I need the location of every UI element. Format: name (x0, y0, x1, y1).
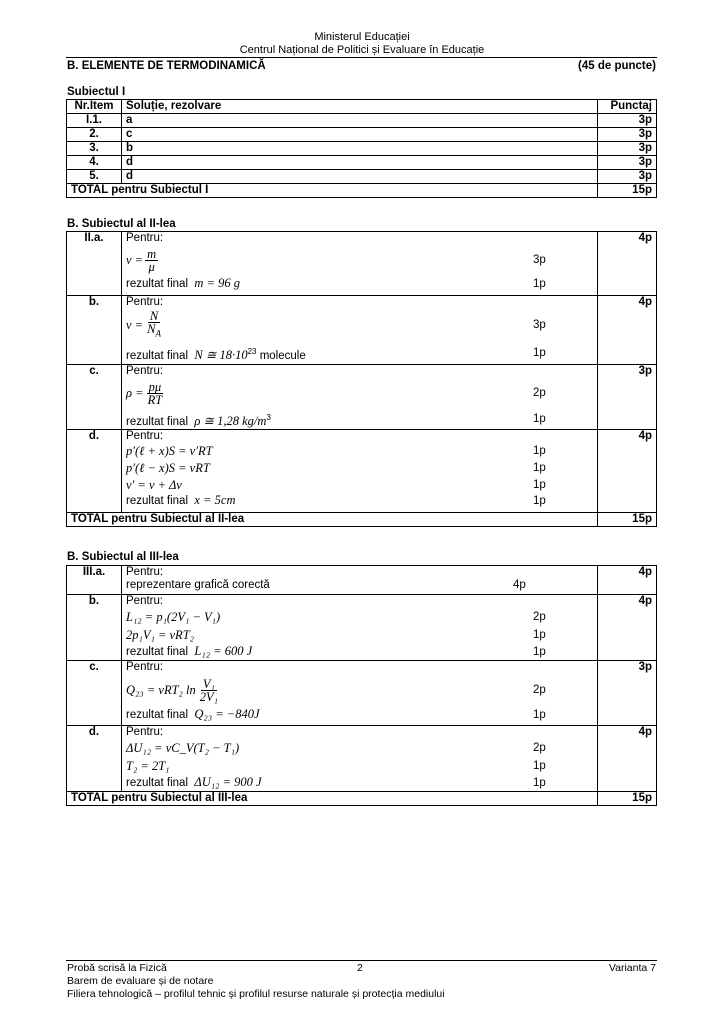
result-label: rezultat final (126, 495, 189, 508)
s2-d-item: d. (67, 429, 122, 512)
s1-item: 4. (67, 156, 122, 170)
fraction-denominator: RT (147, 392, 163, 407)
s3-c-points: 3p (598, 661, 657, 726)
s1-answer: d (122, 170, 598, 184)
partial-points: 1p (533, 478, 546, 491)
section-points: (45 de puncte) (578, 60, 656, 72)
partial-points: 1p (533, 461, 546, 474)
s1-points: 3p (598, 128, 657, 142)
s3-total-points: 15p (598, 792, 657, 806)
s2-c-result-line (126, 411, 593, 429)
s1-table (66, 99, 657, 198)
partial-points: 1p (533, 444, 546, 457)
s2-b-item: b. (67, 296, 122, 365)
s1-item: I.1. (67, 114, 122, 128)
s2-b-points: 4p (598, 296, 657, 365)
footer-exam: Probă scrisă la Fizică (67, 962, 167, 974)
s1-header-item: Nr.Item (67, 100, 122, 114)
s3-a-content (122, 566, 598, 595)
s2-table (66, 231, 657, 527)
s1-header-row (67, 100, 657, 114)
s2-a-eq-line (126, 245, 593, 275)
s3-d-result-line (126, 775, 593, 791)
s2-row-c (67, 365, 657, 430)
s3-total-row (67, 792, 657, 806)
result-unit: molecule (256, 349, 306, 362)
s2-c-item: c. (67, 365, 122, 430)
partial-points: 1p (533, 645, 546, 658)
footer-variant: Varianta 7 (608, 962, 656, 974)
result-label: rezultat final (126, 646, 189, 658)
partial-points: 3p (533, 318, 546, 331)
s3-d-line (126, 757, 593, 775)
s2-title: B. Subiectul al II-lea (67, 218, 176, 230)
fraction (198, 678, 220, 703)
fraction (146, 381, 165, 406)
header-ministry: Ministerul Educației (314, 31, 410, 43)
s3-a-line (126, 579, 593, 592)
result-label: rezultat final (126, 278, 189, 290)
s1-answer: b (122, 142, 598, 156)
s2-b-result-line (126, 345, 593, 363)
criterion: reprezentare grafică corectă (126, 579, 270, 591)
den-sub: A (155, 328, 161, 339)
fraction-denominator (145, 323, 163, 340)
partial-points: 1p (533, 708, 546, 721)
table-row (67, 128, 657, 142)
s2-total-label: TOTAL pentru Subiectul al II-lea (67, 512, 598, 526)
s3-d-item: d. (67, 726, 122, 792)
s2-row-a (67, 232, 657, 296)
s2-a-content (122, 232, 598, 296)
partial-points: 2p (533, 683, 546, 696)
s1-answer: c (122, 128, 598, 142)
s2-a-points: 4p (598, 232, 657, 296)
result-label: rezultat final (126, 709, 189, 721)
partial-points: 1p (533, 776, 546, 789)
s2-d-line (126, 477, 593, 494)
s3-c-content (122, 661, 598, 726)
header-rule (66, 57, 657, 58)
table-row (67, 156, 657, 170)
s2-a-result-line (126, 277, 593, 291)
s3-b-item: b. (67, 595, 122, 661)
s2-d-result-line (126, 494, 593, 509)
partial-points: 4p (513, 579, 526, 591)
equation: p′(ℓ + x)S = ν′RT (126, 443, 213, 458)
s3-b-line (126, 626, 593, 644)
s1-points: 3p (598, 114, 657, 128)
s3-b-content (122, 595, 598, 661)
s2-c-points: 3p (598, 365, 657, 430)
s3-c-eq-line (126, 674, 593, 706)
fraction-numerator: pμ (148, 379, 162, 394)
pentru-label: Pentru: (126, 595, 164, 607)
s1-title: Subiectul I (67, 86, 126, 98)
eq-lhs: ν = (126, 317, 144, 332)
s1-item: 5. (67, 170, 122, 184)
s3-c-result-line (126, 708, 593, 722)
eq-lhs: Q₂₃ = νRT₂ ln (126, 682, 196, 697)
fraction-denominator: μ (148, 259, 155, 274)
fraction-denominator: 2V₁ (199, 689, 218, 704)
s3-total-label: TOTAL pentru Subiectul al III-lea (67, 792, 598, 806)
s3-d-content (122, 726, 598, 792)
equation: 2p₁V₁ = νRT₂ (126, 627, 194, 642)
s3-table (66, 565, 657, 806)
s3-row-c (67, 661, 657, 726)
equation: p′(ℓ − x)S = νRT (126, 460, 210, 475)
s2-d-line (126, 460, 593, 477)
s1-header-solution: Soluție, rezolvare (122, 100, 598, 114)
partial-points: 1p (533, 277, 546, 290)
s1-header-points: Punctaj (598, 100, 657, 114)
s2-row-d (67, 429, 657, 512)
fraction (145, 248, 158, 273)
footer-barem: Barem de evaluare și de notare (67, 975, 214, 987)
equation: T₂ = 2T₁ (126, 758, 170, 773)
s1-answer: a (122, 114, 598, 128)
pentru-label: Pentru: (126, 661, 164, 673)
s2-b-eq-line (126, 309, 593, 341)
s2-d-content (122, 429, 598, 512)
s3-c-equation (126, 678, 222, 703)
s2-b-equation (126, 310, 165, 340)
partial-points: 2p (533, 610, 546, 623)
result-value: x = 5cm (194, 493, 236, 508)
result-label: rezultat final (126, 415, 189, 428)
result-value: Q₂₃ = −840J (194, 707, 260, 721)
partial-points: 3p (533, 253, 546, 266)
s2-b-content (122, 296, 598, 365)
s1-total-points: 15p (598, 184, 657, 198)
s2-c-eq-line (126, 378, 593, 408)
pentru-label: Pentru: (126, 566, 164, 578)
s1-total-row (67, 184, 657, 198)
table-row (67, 170, 657, 184)
fraction (145, 310, 163, 340)
header-center: Centrul Național de Politici și Evaluare în Educație (239, 44, 485, 56)
equation: ν′ = ν + Δν (126, 477, 182, 492)
s1-item: 2. (67, 128, 122, 142)
s1-points: 3p (598, 156, 657, 170)
pentru-label: Pentru: (126, 726, 164, 738)
s1-answer: d (122, 156, 598, 170)
result-label: rezultat final (126, 349, 189, 362)
s2-c-equation (126, 381, 166, 406)
s3-row-b (67, 595, 657, 661)
footer-track: Filiera tehnologică – profilul tehnic și profilul resurse naturale și protecția mediului (67, 988, 445, 1000)
s1-points: 3p (598, 170, 657, 184)
s3-a-item: III.a. (67, 566, 122, 595)
result-label: rezultat final (126, 777, 189, 789)
equation: ΔU₁₂ = νC_V(T₂ − T₁) (126, 740, 240, 755)
s1-points: 3p (598, 142, 657, 156)
partial-points: 1p (533, 759, 546, 772)
pentru-label: Pentru: (126, 429, 164, 442)
s3-b-result-line (126, 644, 593, 660)
s3-d-line (126, 739, 593, 757)
s2-d-points: 4p (598, 429, 657, 512)
partial-points: 1p (533, 347, 546, 360)
result-exponent: 3 (266, 413, 271, 422)
partial-points: 2p (533, 741, 546, 754)
pentru-label: Pentru: (126, 232, 164, 244)
table-row (67, 142, 657, 156)
footer-rule (66, 960, 657, 961)
result-value: ΔU₁₂ = 900 J (194, 775, 262, 789)
result-value: ρ ≅ 1,28 kg/m (194, 413, 267, 428)
s2-total-row (67, 512, 657, 526)
den-base: N (147, 322, 156, 337)
s3-row-a (67, 566, 657, 595)
section-title: B. ELEMENTE DE TERMODINAMICĂ (67, 60, 266, 72)
eq-lhs: ρ = (126, 385, 144, 400)
partial-points: 1p (533, 628, 546, 641)
fraction-numerator: V₁ (202, 676, 215, 691)
s3-a-points: 4p (598, 566, 657, 595)
s1-total-label: TOTAL pentru Subiectul I (67, 184, 598, 198)
table-row (67, 114, 657, 128)
s2-d-line (126, 443, 593, 460)
result-exponent: 23 (247, 347, 257, 356)
s2-a-equation (126, 248, 160, 273)
s2-total-points: 15p (598, 512, 657, 526)
pentru-label: Pentru: (126, 296, 164, 308)
s3-d-points: 4p (598, 726, 657, 792)
partial-points: 2p (533, 386, 546, 399)
footer-page-number: 2 (357, 962, 363, 974)
result-value: m = 96 g (194, 276, 240, 290)
pentru-label: Pentru: (126, 365, 164, 377)
s2-c-content (122, 365, 598, 430)
result-value: N ≅ 18·10 (194, 347, 248, 362)
s3-b-line (126, 608, 593, 626)
fraction-numerator: m (147, 246, 157, 261)
partial-points: 1p (533, 494, 546, 507)
s2-a-item: II.a. (67, 232, 122, 296)
partial-points: 1p (533, 413, 546, 426)
s3-c-item: c. (67, 661, 122, 726)
s3-row-d (67, 726, 657, 792)
equation: L₁₂ = p₁(2V₁ − V₁) (126, 609, 221, 624)
result-value: L₁₂ = 600 J (194, 644, 253, 658)
fraction-numerator: N (149, 309, 159, 324)
eq-lhs: ν = (126, 252, 144, 267)
s2-row-b (67, 296, 657, 365)
s1-item: 3. (67, 142, 122, 156)
s3-b-points: 4p (598, 595, 657, 661)
s3-title: B. Subiectul al III-lea (67, 551, 179, 563)
